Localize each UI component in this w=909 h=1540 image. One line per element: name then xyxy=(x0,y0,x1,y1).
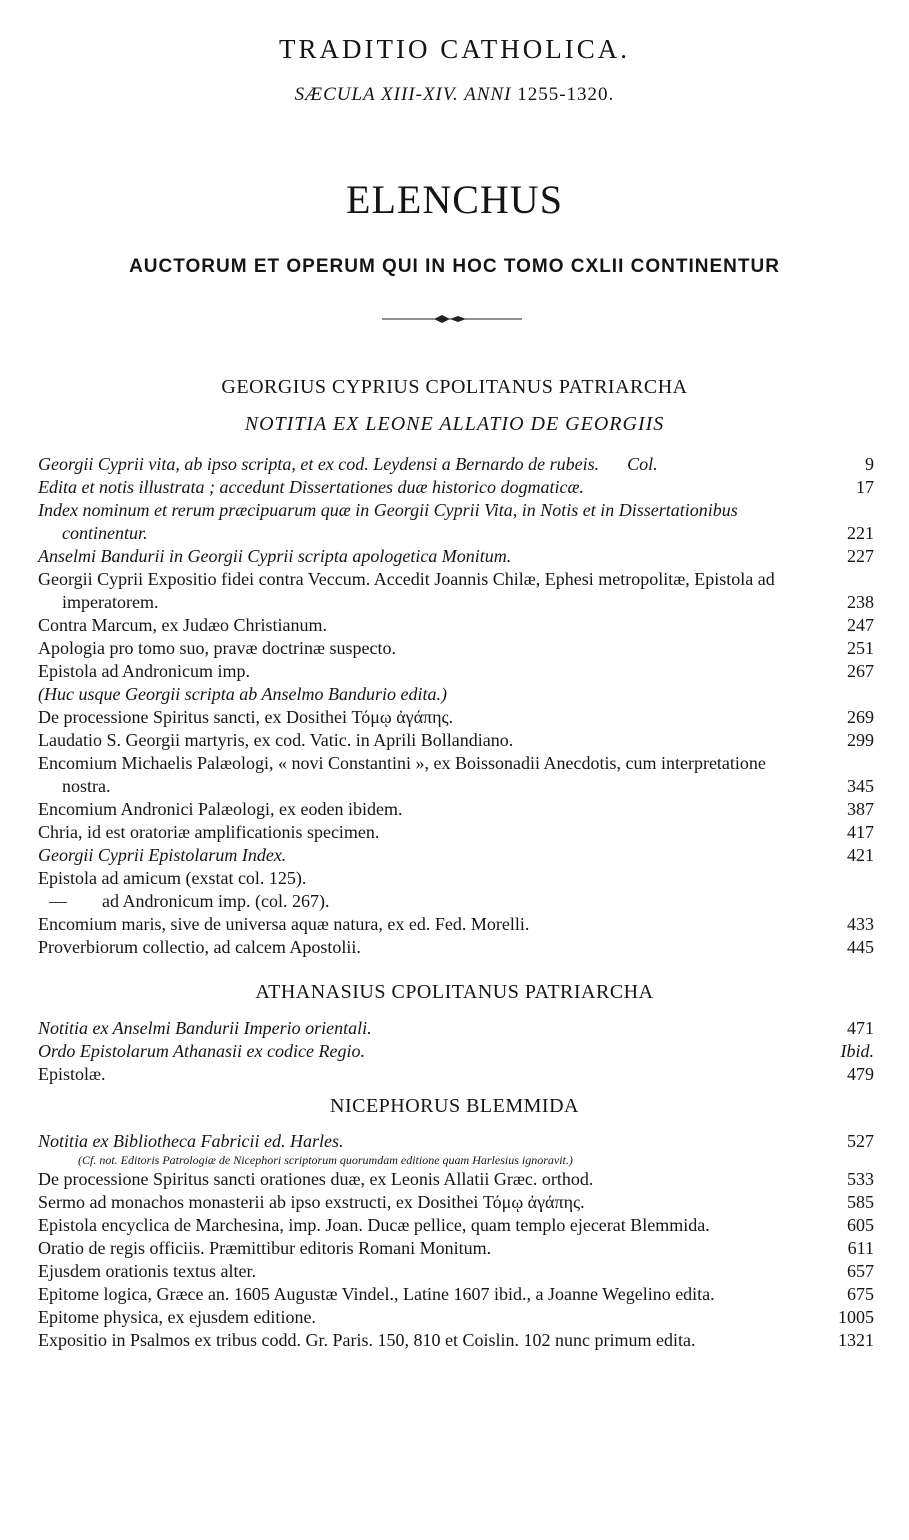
entry-title xyxy=(38,1329,814,1352)
toc-entry xyxy=(38,1168,874,1191)
entry-title-text: Georgii Cyprii Epistolarum Index. xyxy=(38,845,287,865)
entry-list-athanasius xyxy=(38,1017,874,1086)
page-subtitle: AUCTORUM ET OPERUM QUI IN HOC TOMO CXLII CONTINENTUR xyxy=(129,256,780,277)
entry-title-text: Laudatio S. Georgii martyris, ex cod. Vatic. in Aprili Bollandiano. xyxy=(38,730,514,750)
entry-title-text: Contra Marcum, ex Judæo Christianum. xyxy=(38,615,327,635)
toc-entry xyxy=(38,890,874,913)
entry-title-text: Encomium maris, sive de universa aquæ natura, ex ed. Fed. Morelli. xyxy=(38,914,530,934)
section-title-athanasius: ATHANASIUS CPOLITANUS PATRIARCHA xyxy=(255,981,654,1003)
entry-title xyxy=(38,545,814,568)
entry-title xyxy=(38,1130,814,1153)
entry-title xyxy=(38,729,814,752)
toc-entry xyxy=(38,706,874,729)
column-label: Col. xyxy=(627,454,658,474)
entry-title-text: Chria, id est oratoriæ amplificationis specimen. xyxy=(38,822,380,842)
toc-entry xyxy=(38,476,874,499)
header-subtitle xyxy=(0,84,909,106)
toc-entry xyxy=(38,614,874,637)
toc-entry xyxy=(38,1191,874,1214)
entry-page-number: 421 xyxy=(847,845,874,865)
entry-list-nicephorus xyxy=(38,1130,874,1352)
entry-page-number: 585 xyxy=(847,1192,874,1212)
entry-page-number: 221 xyxy=(847,523,874,543)
toc-entry xyxy=(38,1017,874,1040)
ornament-divider-icon xyxy=(382,313,522,325)
toc-entry xyxy=(38,844,874,867)
entry-title-text: Epistolæ. xyxy=(38,1064,106,1084)
entry-title-text: Anselmi Bandurii in Georgii Cyprii scripta apologetica Monitum. xyxy=(38,546,512,566)
entry-title-text: ad Andronicum imp. (col. 267). xyxy=(102,891,330,911)
entry-title-text: De processione Spiritus sancti, ex Dosithei Τόμῳ ἀγάπης. xyxy=(38,707,454,727)
entry-page-number: 269 xyxy=(847,707,874,727)
entry-title xyxy=(38,1040,814,1063)
entry-title xyxy=(38,453,814,476)
entry-page-number: 433 xyxy=(847,914,874,934)
toc-entry xyxy=(38,936,874,959)
entry-title-text: Epistola ad Andronicum imp. xyxy=(38,661,250,681)
entry-title-text: Index nominum et rerum præcipuarum quæ in Georgii Cyprii Vita, in Notis et in Dissertationibus continentur. xyxy=(38,500,738,543)
entry-title xyxy=(38,821,814,844)
entry-title-text: Ejusdem orationis textus alter. xyxy=(38,1261,256,1281)
entry-title xyxy=(38,660,814,683)
entry-page-number: 533 xyxy=(847,1169,874,1189)
entry-page-number: 1005 xyxy=(838,1307,874,1327)
entry-page-number: Ibid. xyxy=(840,1041,874,1061)
toc-entry xyxy=(38,1329,874,1352)
entry-title xyxy=(38,568,814,614)
entry-page-number: 611 xyxy=(847,1238,874,1258)
entry-page-number: 417 xyxy=(847,822,874,842)
entry-title-text: Georgii Cyprii vita, ab ipso scripta, et ex cod. Leydensi a Bernardo de rubeis. xyxy=(38,454,600,474)
toc-entry xyxy=(38,1237,874,1260)
entry-page-number: 9 xyxy=(865,454,874,474)
entry-title xyxy=(38,637,814,660)
toc-entry xyxy=(38,798,874,821)
entry-list-georgius xyxy=(38,453,874,959)
entry-title-text: Epistola encyclica de Marchesina, imp. Joan. Ducæ pellice, quam templo ejecerat Blemmida. xyxy=(38,1215,710,1235)
toc-entry xyxy=(38,913,874,936)
entry-title xyxy=(38,1306,814,1329)
entry-page-number: 387 xyxy=(847,799,874,819)
entry-page-number: 299 xyxy=(847,730,874,750)
entry-title xyxy=(38,706,814,729)
entry-page-number: 605 xyxy=(847,1215,874,1235)
toc-entry xyxy=(38,867,874,890)
entry-page-number: 1321 xyxy=(838,1330,874,1350)
entry-page-number: 345 xyxy=(847,776,874,796)
header-subtitle-italic: SÆCULA XIII-XIV. ANNI xyxy=(294,84,512,105)
entry-title xyxy=(38,1237,814,1260)
entry-title xyxy=(38,890,814,913)
entry-page-number: 479 xyxy=(847,1064,874,1084)
entry-page-number: 17 xyxy=(856,477,874,497)
toc-entry xyxy=(38,660,874,683)
entry-title xyxy=(38,867,814,890)
entry-page-number: 267 xyxy=(847,661,874,681)
toc-entry xyxy=(38,1063,874,1086)
entry-title-text: Epistola ad amicum (exstat col. 125). xyxy=(38,868,307,888)
toc-entry xyxy=(38,1306,874,1329)
entry-title xyxy=(38,1017,814,1040)
entry-title xyxy=(38,936,814,959)
toc-entry xyxy=(38,545,874,568)
page-title: ELENCHUS xyxy=(346,177,563,222)
toc-entry xyxy=(38,1130,874,1153)
entry-title xyxy=(38,752,814,798)
ditto-dash: — xyxy=(49,891,67,911)
toc-entry xyxy=(38,568,874,614)
entry-title-text: Oratio de regis officiis. Præmittibur editoris Romani Monitum. xyxy=(38,1238,492,1258)
entry-page-number: 675 xyxy=(847,1284,874,1304)
entry-title xyxy=(38,1283,814,1306)
toc-entry xyxy=(38,637,874,660)
toc-entry xyxy=(38,1214,874,1237)
entry-title-text: Encomium Michaelis Palæologi, « novi Constantini », ex Boissonadii Anecdotis, cum interpretatione nostra. xyxy=(38,753,766,796)
toc-entry xyxy=(38,1040,874,1063)
entry-title-text: Notitia ex Anselmi Bandurii Imperio orientali. xyxy=(38,1018,372,1038)
entry-page-number: 657 xyxy=(847,1261,874,1281)
entry-title xyxy=(38,1214,814,1237)
entry-title-text: Ordo Epistolarum Athanasii ex codice Regio. xyxy=(38,1041,365,1061)
entry-title-text: Expositio in Psalmos ex tribus codd. Gr. Paris. 150, 810 et Coislin. 102 nunc primum edita. xyxy=(38,1330,696,1350)
entry-title xyxy=(38,476,814,499)
entry-title-text: (Huc usque Georgii scripta ab Anselmo Bandurio edita.) xyxy=(38,684,447,704)
entry-page-number: 527 xyxy=(847,1131,874,1151)
toc-entry xyxy=(38,499,874,545)
entry-page-number: 251 xyxy=(847,638,874,658)
toc-entry xyxy=(38,683,874,706)
entry-title-text: Notitia ex Bibliotheca Fabricii ed. Harles. xyxy=(38,1131,344,1151)
entry-title xyxy=(38,499,814,545)
header-subtitle-years: 1255-1320. xyxy=(517,84,615,105)
entry-title-text: Edita et notis illustrata ; accedunt Dissertationes duæ historico dogmaticæ. xyxy=(38,477,584,497)
entry-title-text: Apologia pro tomo suo, pravæ doctrinæ suspecto. xyxy=(38,638,396,658)
entry-title-text: Epitome logica, Græce an. 1605 Augustæ Vindel., Latine 1607 ibid., a Joanne Wegelino edita. xyxy=(38,1284,715,1304)
entry-page-number: 227 xyxy=(847,546,874,566)
toc-entry xyxy=(38,453,874,476)
entry-title xyxy=(38,614,814,637)
entry-title-text: Epitome physica, ex ejusdem editione. xyxy=(38,1307,316,1327)
toc-entry xyxy=(38,729,874,752)
section-title-georgius: GEORGIUS CYPRIUS CPOLITANUS PATRIARCHA xyxy=(221,376,688,398)
entry-title xyxy=(38,913,814,936)
entry-page-number: 247 xyxy=(847,615,874,635)
entry-page-number: 445 xyxy=(847,937,874,957)
entry-title-text: Sermo ad monachos monasterii ab ipso exstructi, ex Dosithei Τόμῳ ἀγάπης. xyxy=(38,1192,585,1212)
entry-page-number: 238 xyxy=(847,592,874,612)
header-title: TRADITIO CATHOLICA. xyxy=(279,34,630,64)
entry-title xyxy=(38,1168,814,1191)
entry-note: (Cf. not. Editoris Patrologiæ de Nicephori scriptorum quorumdam editione quam Harlesius ignoravit.) xyxy=(78,1153,573,1167)
section-title-nicephorus: NICEPHORUS BLEMMIDA xyxy=(330,1095,579,1117)
entry-title xyxy=(38,798,814,821)
entry-title xyxy=(38,1260,814,1283)
entry-title-text: Encomium Andronici Palæologi, ex eoden ibidem. xyxy=(38,799,403,819)
section-subtitle-georgius: NOTITIA EX LEONE ALLATIO DE GEORGIIS xyxy=(244,413,665,435)
entry-page-number: 471 xyxy=(847,1018,874,1038)
entry-title xyxy=(38,844,814,867)
entry-title-text: De processione Spiritus sancti orationes duæ, ex Leonis Allatii Græc. orthod. xyxy=(38,1169,594,1189)
toc-entry xyxy=(38,821,874,844)
toc-entry xyxy=(38,1260,874,1283)
toc-entry xyxy=(38,752,874,798)
toc-entry xyxy=(38,1283,874,1306)
entry-title xyxy=(38,1063,814,1086)
entry-title xyxy=(38,683,814,706)
entry-title-text: Georgii Cyprii Expositio fidei contra Veccum. Accedit Joannis Chilæ, Ephesi metropolitæ, Epistola ad imperatorem. xyxy=(38,569,775,612)
entry-title-text: Proverbiorum collectio, ad calcem Apostolii. xyxy=(38,937,361,957)
entry-title xyxy=(38,1191,814,1214)
